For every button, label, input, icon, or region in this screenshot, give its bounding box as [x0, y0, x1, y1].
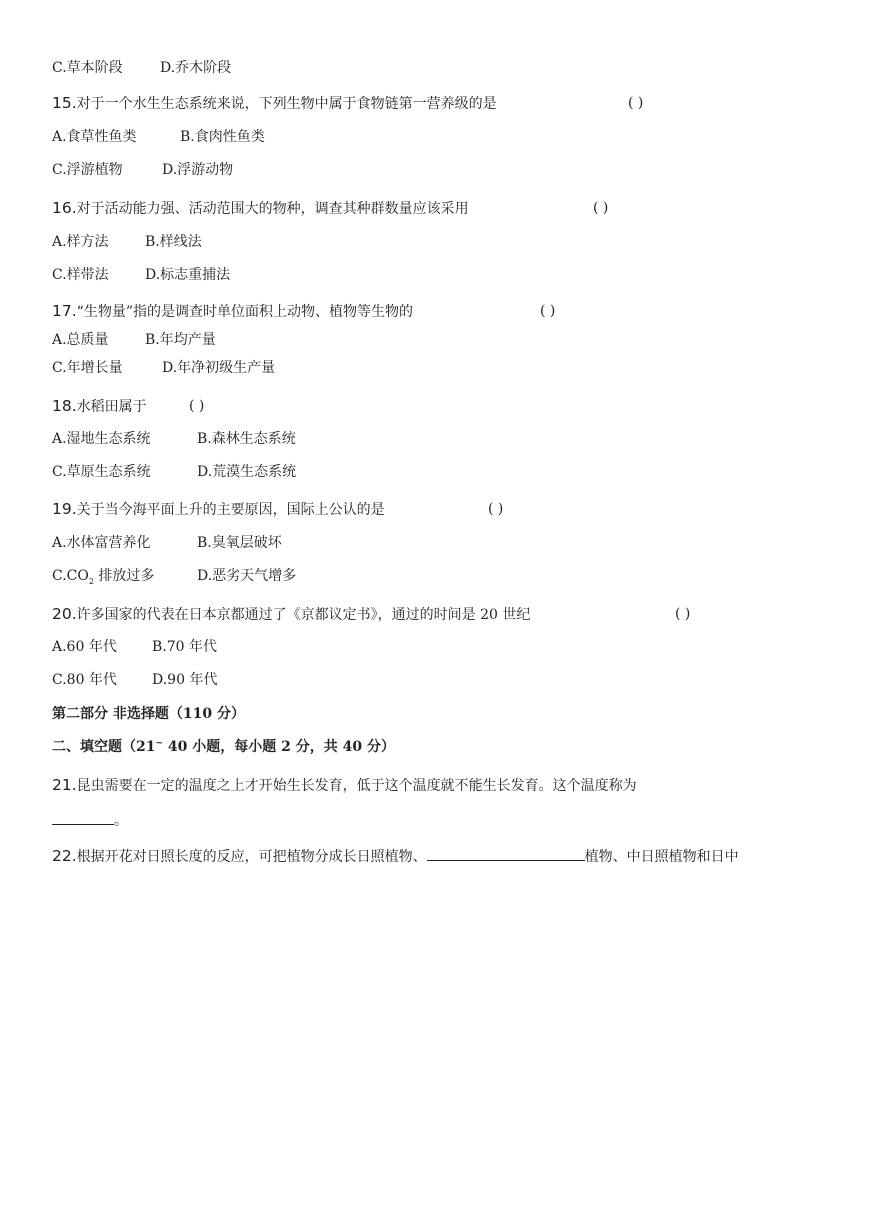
part-two-heading: 第二部分 非选择题（110 分） — [52, 706, 245, 722]
q14-option-c: C.草本阶段 — [52, 60, 123, 76]
q15-option-c: C.浮游植物 — [52, 162, 123, 178]
q15-option-b: B.食肉性鱼类 — [180, 129, 265, 145]
section-two-heading — [52, 738, 395, 756]
answer-parentheses: ( ) — [628, 95, 644, 111]
q17-option-a: A.总质量 — [52, 332, 109, 348]
q18-option-a: A.湿地生态系统 — [52, 431, 151, 447]
q16-options-row-cd — [52, 266, 230, 284]
q19-options-row-cd — [52, 567, 296, 585]
q19-option-b: B.臭氧层破坏 — [197, 535, 282, 551]
q16-option-b: B.样线法 — [145, 234, 202, 250]
question-text: 水稻田属于 — [76, 399, 147, 415]
question-number: 19. — [52, 500, 77, 518]
q18-options-row-ab — [52, 430, 296, 448]
question-text: 对于一个水生生态系统来说，下列生物中属于食物链第一营养级的是 — [76, 96, 497, 112]
q16-options-row-ab — [52, 233, 202, 251]
question-text-post: 植物、中日照植物和日中 — [584, 849, 739, 865]
q19-option-c-prefix: C.CO — [52, 568, 89, 584]
question-number: 17. — [52, 302, 77, 320]
question-22 — [52, 846, 739, 866]
question-21-end-punct: 。 — [114, 813, 128, 829]
question-number: 18. — [52, 397, 77, 415]
q19-option-a: A.水体富营养化 — [52, 535, 151, 551]
answer-parentheses: ( ) — [675, 606, 691, 622]
question-16 — [52, 199, 772, 218]
question-number: 21. — [52, 776, 77, 794]
q17-option-d: D.年净初级生产量 — [162, 360, 276, 376]
question-15 — [52, 94, 772, 113]
q18-option-d: D.荒漠生态系统 — [197, 464, 297, 480]
answer-parentheses: ( ) — [593, 200, 609, 216]
question-number: 20. — [52, 605, 77, 623]
question-17 — [52, 302, 772, 321]
question-number: 15. — [52, 94, 77, 112]
q15-option-a: A.食草性鱼类 — [52, 129, 137, 145]
q18-option-b: B.森林生态系统 — [197, 431, 296, 447]
q20-option-c: C.80 年代 — [52, 672, 117, 688]
q17-option-c: C.年增长量 — [52, 360, 123, 376]
question-19 — [52, 500, 772, 519]
answer-parentheses: ( ) — [540, 303, 556, 319]
q18-options-row-cd — [52, 463, 296, 481]
q15-option-d: D.浮游动物 — [162, 162, 234, 178]
question-number: 22. — [52, 847, 77, 865]
q16-option-d: D.标志重捕法 — [145, 267, 231, 283]
q15-options-row-cd — [52, 161, 233, 179]
question-text: 昆虫需要在一定的温度之上才开始生长发育，低于这个温度就不能生长发育。这个温度称为 — [76, 778, 637, 794]
q19-option-c — [52, 567, 197, 585]
answer-parentheses: ( ) — [488, 501, 504, 517]
question-text: 关于当今海平面上升的主要原因，国际上公认的是 — [76, 502, 385, 518]
section-two-heading-pre: 二、填空题（21 — [52, 739, 156, 755]
q20-options-row-ab — [52, 638, 217, 656]
answer-parentheses: ( ) — [189, 398, 205, 414]
q16-option-a: A.样方法 — [52, 234, 109, 250]
answer-blank[interactable] — [52, 810, 114, 825]
question-20 — [52, 605, 772, 624]
q15-options-row-ab — [52, 128, 265, 146]
q17-options-row-cd — [52, 359, 275, 377]
q14-options-row-cd — [52, 59, 231, 77]
section-two-heading-post: 40 小题，每小题 2 分，共 40 分） — [163, 739, 395, 755]
question-21 — [52, 776, 637, 795]
q14-option-d: D.乔木阶段 — [160, 60, 232, 76]
q16-option-c: C.样带法 — [52, 267, 109, 283]
q19-option-c-subscript: 2 — [88, 576, 94, 586]
question-21-answer-line — [52, 810, 128, 830]
section-two-heading-tilde: ~ — [155, 738, 164, 749]
q20-option-d: D.90 年代 — [152, 672, 218, 688]
question-18 — [52, 397, 772, 416]
q20-option-a: A.60 年代 — [52, 639, 117, 655]
question-text: 许多国家的代表在日本京都通过了《京都议定书》，通过的时间是 20 世纪 — [76, 607, 531, 623]
q19-options-row-ab — [52, 534, 282, 552]
q17-options-row-ab — [52, 331, 216, 349]
question-text: 对于活动能力强、活动范围大的物种，调查其种群数量应该采用 — [76, 201, 469, 217]
q20-option-b: B.70 年代 — [152, 639, 218, 655]
question-number: 16. — [52, 199, 77, 217]
q19-option-c-suffix: 排放过多 — [93, 568, 155, 584]
q17-option-b: B.年均产量 — [145, 332, 216, 348]
q19-option-d: D.恶劣天气增多 — [197, 568, 297, 584]
question-text-pre: 根据开花对日照长度的反应，可把植物分成长日照植物、 — [76, 849, 427, 865]
q20-options-row-cd — [52, 671, 217, 689]
q18-option-c: C.草原生态系统 — [52, 464, 151, 480]
question-text: “生物量”指的是调查时单位面积上动物、植物等生物的 — [76, 304, 413, 320]
answer-blank[interactable] — [427, 846, 585, 861]
